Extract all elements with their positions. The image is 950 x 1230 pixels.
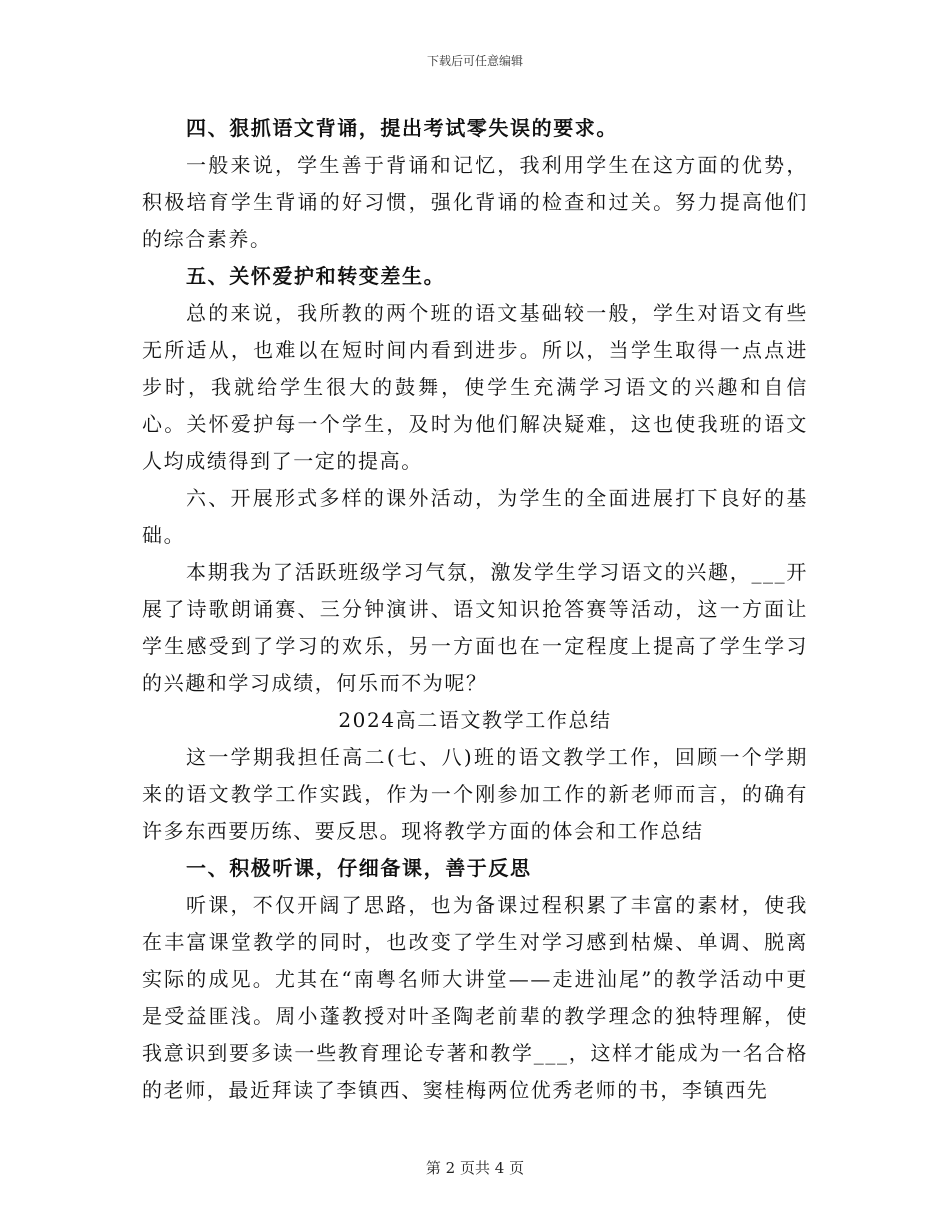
section-heading-6: 六、开展形式多样的课外活动，为学生的全面进展打下良好的基础。	[142, 486, 808, 547]
paragraph-intro: 这一学期我担任高二(七、八)班的语文教学工作，回顾一个学期来的语文教学工作实践，作为一个刚参加工作的新老师而言，的确有许多东西要历练、要反思。现将教学方面的体会和工作总结	[142, 745, 808, 843]
paragraph-section-6: 本期我为了活跃班级学习气氛，激发学生学习语文的兴趣，___开展了诗歌朗诵赛、三分钟演讲、语文知识抢答赛等活动，这一方面让学生感受到了学习的欢乐，另一方面也在一定程度上提高了学生学习的兴趣和学习成绩，何乐而不为呢？	[142, 560, 808, 695]
page-header-note: 下载后可任意编辑	[426, 54, 523, 68]
document-title: 2024高二语文教学工作总结	[338, 708, 612, 732]
section-heading-5: 五、关怀爱护和转变差生。	[186, 264, 446, 288]
paragraph-section-4: 一般来说，学生善于背诵和记忆，我利用学生在这方面的优势，积极培育学生背诵的好习惯，强化背诵的检查和过关。努力提高他们的综合素养。	[142, 153, 808, 251]
page-number-footer: 第 2 页共 4 页	[425, 1159, 525, 1177]
paragraph-section-5: 总的来说，我所教的两个班的语文基础较一般，学生对语文有些无所适从，也难以在短时间内看到进步。所以，当学生取得一点点进步时，我就给学生很大的鼓舞，使学生充满学习语文的兴趣和自信心。关怀爱护每一个学生，及时为他们解决疑难，这也使我班的语文人均成绩得到了一定的提高。	[142, 301, 808, 473]
paragraph-section-1: 听课，不仅开阔了思路，也为备课过程积累了丰富的素材，使我在丰富课堂教学的同时，也改变了学生对学习感到枯燥、单调、脱离实际的成见。尤其在“南粤名师大讲堂——走进汕尾”的教学活动中更是受益匪浅。周小蓬教授对叶圣陶老前辈的教学理念的独特理解，使我意识到要多读一些教育理论专著和教学___，这样才能成为一名合格的老师，最近拜读了李镇西、窦桂梅两位优秀老师的书，李镇西先	[142, 893, 808, 1102]
section-heading-1: 一、积极听课，仔细备课，善于反思	[186, 856, 532, 880]
section-heading-4: 四、狠抓语文背诵，提出考试零失误的要求。	[186, 116, 618, 140]
document-body	[142, 110, 808, 1109]
